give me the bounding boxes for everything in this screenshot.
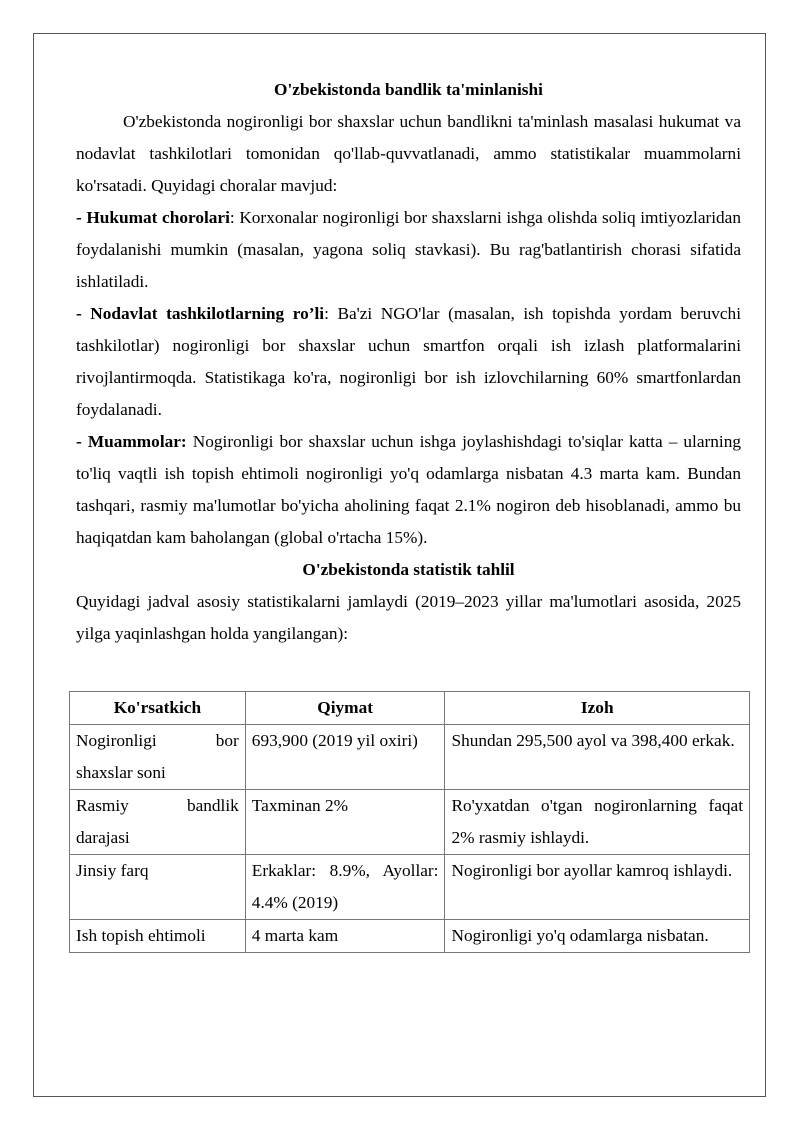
item-text: Nogironligi bor shaxslar uchun ishga joylashishdagi to'siqlar katta – ularning to'liq vaqtli ish topish ehtimoli nogironligi yo'q odamlarga nisbatan 4.3 marta kam. Bundan tashqari, rasmiy ma'lumotlar bo'yicha aholining faqat 2.1% nogiron deb hisoblanadi, ammo bu haqiqatdan kam baholangan (global o'rtacha 15%).	[76, 432, 741, 547]
cell-indicator: Rasmiy bandlik darajasi	[70, 790, 246, 855]
item-label: - Hukumat chorolari	[76, 208, 230, 227]
cell-note: Nogironligi yo'q odamlarga nisbatan.	[445, 920, 750, 953]
item-government-measures	[76, 202, 741, 298]
cell-indicator: Jinsiy farq	[70, 855, 246, 920]
table-row	[70, 855, 750, 920]
item-separator: :	[229, 208, 240, 227]
item-label: - Muammolar:	[76, 432, 187, 451]
cell-note: Ro'yxatdan o'tgan nogironlarning faqat 2% rasmiy ishlaydi.	[445, 790, 750, 855]
cell-value: 4 marta kam	[245, 920, 445, 953]
cell-note: Nogironligi bor ayollar kamroq ishlaydi.	[445, 855, 750, 920]
cell-indicator: Ish topish ehtimoli	[70, 920, 246, 953]
header-indicator: Ko'rsatkich	[70, 692, 246, 725]
intro-paragraph: O'zbekistonda nogironligi bor shaxslar uchun bandlikni ta'minlash masalasi hukumat va nodavlat tashkilotlari tomonidan qo'llab-quvvatlanadi, ammo statistikalar muammolarni ko'rsatadi. Quyidagi choralar mavjud:	[76, 112, 741, 195]
table-row	[70, 725, 750, 790]
table-intro-paragraph: Quyidagi jadval asosiy statistikalarni jamlaydi (2019–2023 yillar ma'lumotlari asosida, 2025 yilga yaqinlashgan holda yangilangan):	[76, 592, 741, 643]
table-row	[70, 790, 750, 855]
section-title-statistics: O'zbekistonda statistik tahlil	[302, 560, 515, 579]
cell-note: Shundan 295,500 ayol va 398,400 erkak.	[445, 725, 750, 790]
document-body	[76, 74, 741, 650]
header-note: Izoh	[445, 692, 750, 725]
cell-value: Erkaklar: 8.9%, Ayollar: 4.4% (2019)	[245, 855, 445, 920]
cell-value: Taxminan 2%	[245, 790, 445, 855]
cell-indicator: Nogironligi bor shaxslar soni	[70, 725, 246, 790]
item-ngo-role	[76, 298, 741, 426]
item-problems	[76, 426, 741, 554]
item-separator: :	[324, 304, 338, 323]
item-text: Ba'zi NGO'lar (masalan, ish topishda yordam beruvchi tashkilotlar) nogironligi bor shaxslar uchun smartfon orqali ish izlash platformalarini rivojlantirmoqda. Statistikaga ko'ra, nogironligi bor ish izlovchilarning 60% smartfonlardan foydalanadi.	[76, 304, 741, 419]
table-row	[70, 920, 750, 953]
item-label: - Nodavlat tashkilotlarning ro’li	[76, 304, 325, 323]
table-header-row	[70, 692, 750, 725]
item-text: Korxonalar nogironligi bor shaxslarni ishga olishda soliq imtiyozlaridan foydalanishi mumkin (masalan, yagona soliq stavkasi). Bu rag'batlantirish chorasi sifatida ishlatiladi.	[76, 208, 741, 291]
header-value: Qiymat	[245, 692, 445, 725]
cell-value: 693,900 (2019 yil oxiri)	[245, 725, 445, 790]
statistics-table	[69, 691, 750, 953]
section-title-employment: O'zbekistonda bandlik ta'minlanishi	[274, 80, 543, 99]
